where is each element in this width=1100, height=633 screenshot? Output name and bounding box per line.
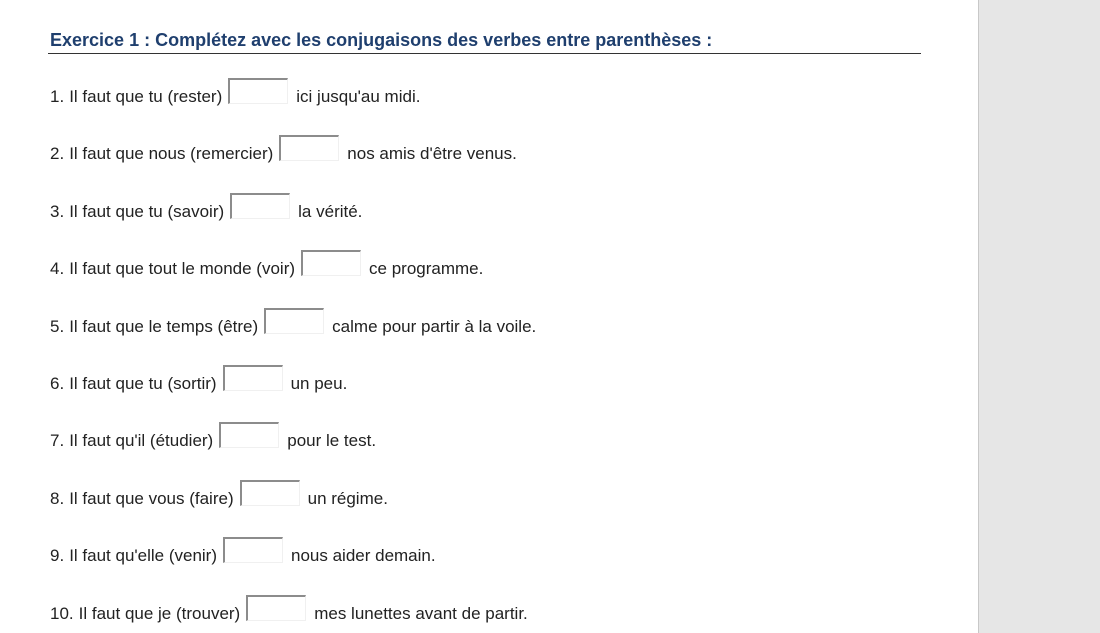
exercise-item-7 [50, 422, 950, 451]
item-number: 10. [50, 603, 74, 623]
answer-input-7[interactable] [219, 422, 279, 448]
sentence-start: Il faut que nous (remercier) [69, 144, 274, 164]
sentence-end: un régime. [307, 488, 388, 508]
sentence-end: nos amis d'être venus. [347, 144, 517, 164]
item-number: 1. [50, 87, 65, 106]
item-number: 7. [50, 431, 65, 451]
exercise-item-1 [50, 78, 950, 107]
sentence-end: calme pour partir à la voile. [332, 316, 537, 336]
exercise-item-2 [50, 135, 950, 164]
answer-input-10[interactable] [246, 595, 306, 621]
item-number: 9. [50, 546, 65, 566]
answer-input-1[interactable] [228, 78, 288, 104]
exercise-item-3 [50, 193, 950, 222]
exercise-item-5 [50, 308, 950, 337]
answer-input-5[interactable] [264, 308, 324, 334]
exercise-item-9 [50, 537, 950, 566]
sentence-start: Il faut que tout le monde (voir) [69, 259, 296, 279]
exercise-title: Exercice 1 : Complétez avec les conjugaisons des verbes entre parenthèses : [50, 30, 713, 50]
answer-input-6[interactable] [223, 365, 283, 391]
exercise-item-8 [50, 480, 950, 509]
exercise-item-10 [50, 595, 950, 624]
sentence-start: Il faut qu'elle (venir) [69, 546, 217, 566]
title-underline [48, 53, 921, 54]
answer-input-3[interactable] [230, 193, 290, 219]
sentence-end: ici jusqu'au midi. [296, 87, 421, 106]
answer-input-2[interactable] [279, 135, 339, 161]
item-number: 2. [50, 144, 65, 164]
sentence-end: la vérité. [298, 201, 363, 221]
sentence-start: Il faut qu'il (étudier) [69, 431, 214, 451]
exercise-list [50, 78, 950, 633]
sentence-start: Il faut que tu (rester) [69, 87, 223, 106]
exercise-item-6 [50, 365, 950, 394]
exercise-item-4 [50, 250, 950, 279]
sentence-end: mes lunettes avant de partir. [314, 603, 528, 623]
item-number: 5. [50, 316, 65, 336]
answer-input-9[interactable] [223, 537, 283, 563]
sentence-end: un peu. [290, 373, 348, 393]
sentence-start: Il faut que tu (savoir) [69, 201, 225, 221]
sentence-start: Il faut que le temps (être) [69, 316, 259, 336]
sentence-start: Il faut que tu (sortir) [69, 373, 217, 393]
sentence-end: pour le test. [287, 431, 377, 451]
answer-input-4[interactable] [301, 250, 361, 276]
item-number: 8. [50, 488, 65, 508]
item-number: 4. [50, 259, 65, 279]
item-number: 6. [50, 373, 65, 393]
sentence-end: nous aider demain. [291, 546, 436, 566]
sentence-end: ce programme. [369, 259, 484, 279]
item-number: 3. [50, 201, 65, 221]
sentence-start: Il faut que je (trouver) [78, 603, 241, 623]
answer-input-8[interactable] [240, 480, 300, 506]
right-sidebar-panel [978, 0, 1100, 633]
sentence-start: Il faut que vous (faire) [69, 488, 234, 508]
